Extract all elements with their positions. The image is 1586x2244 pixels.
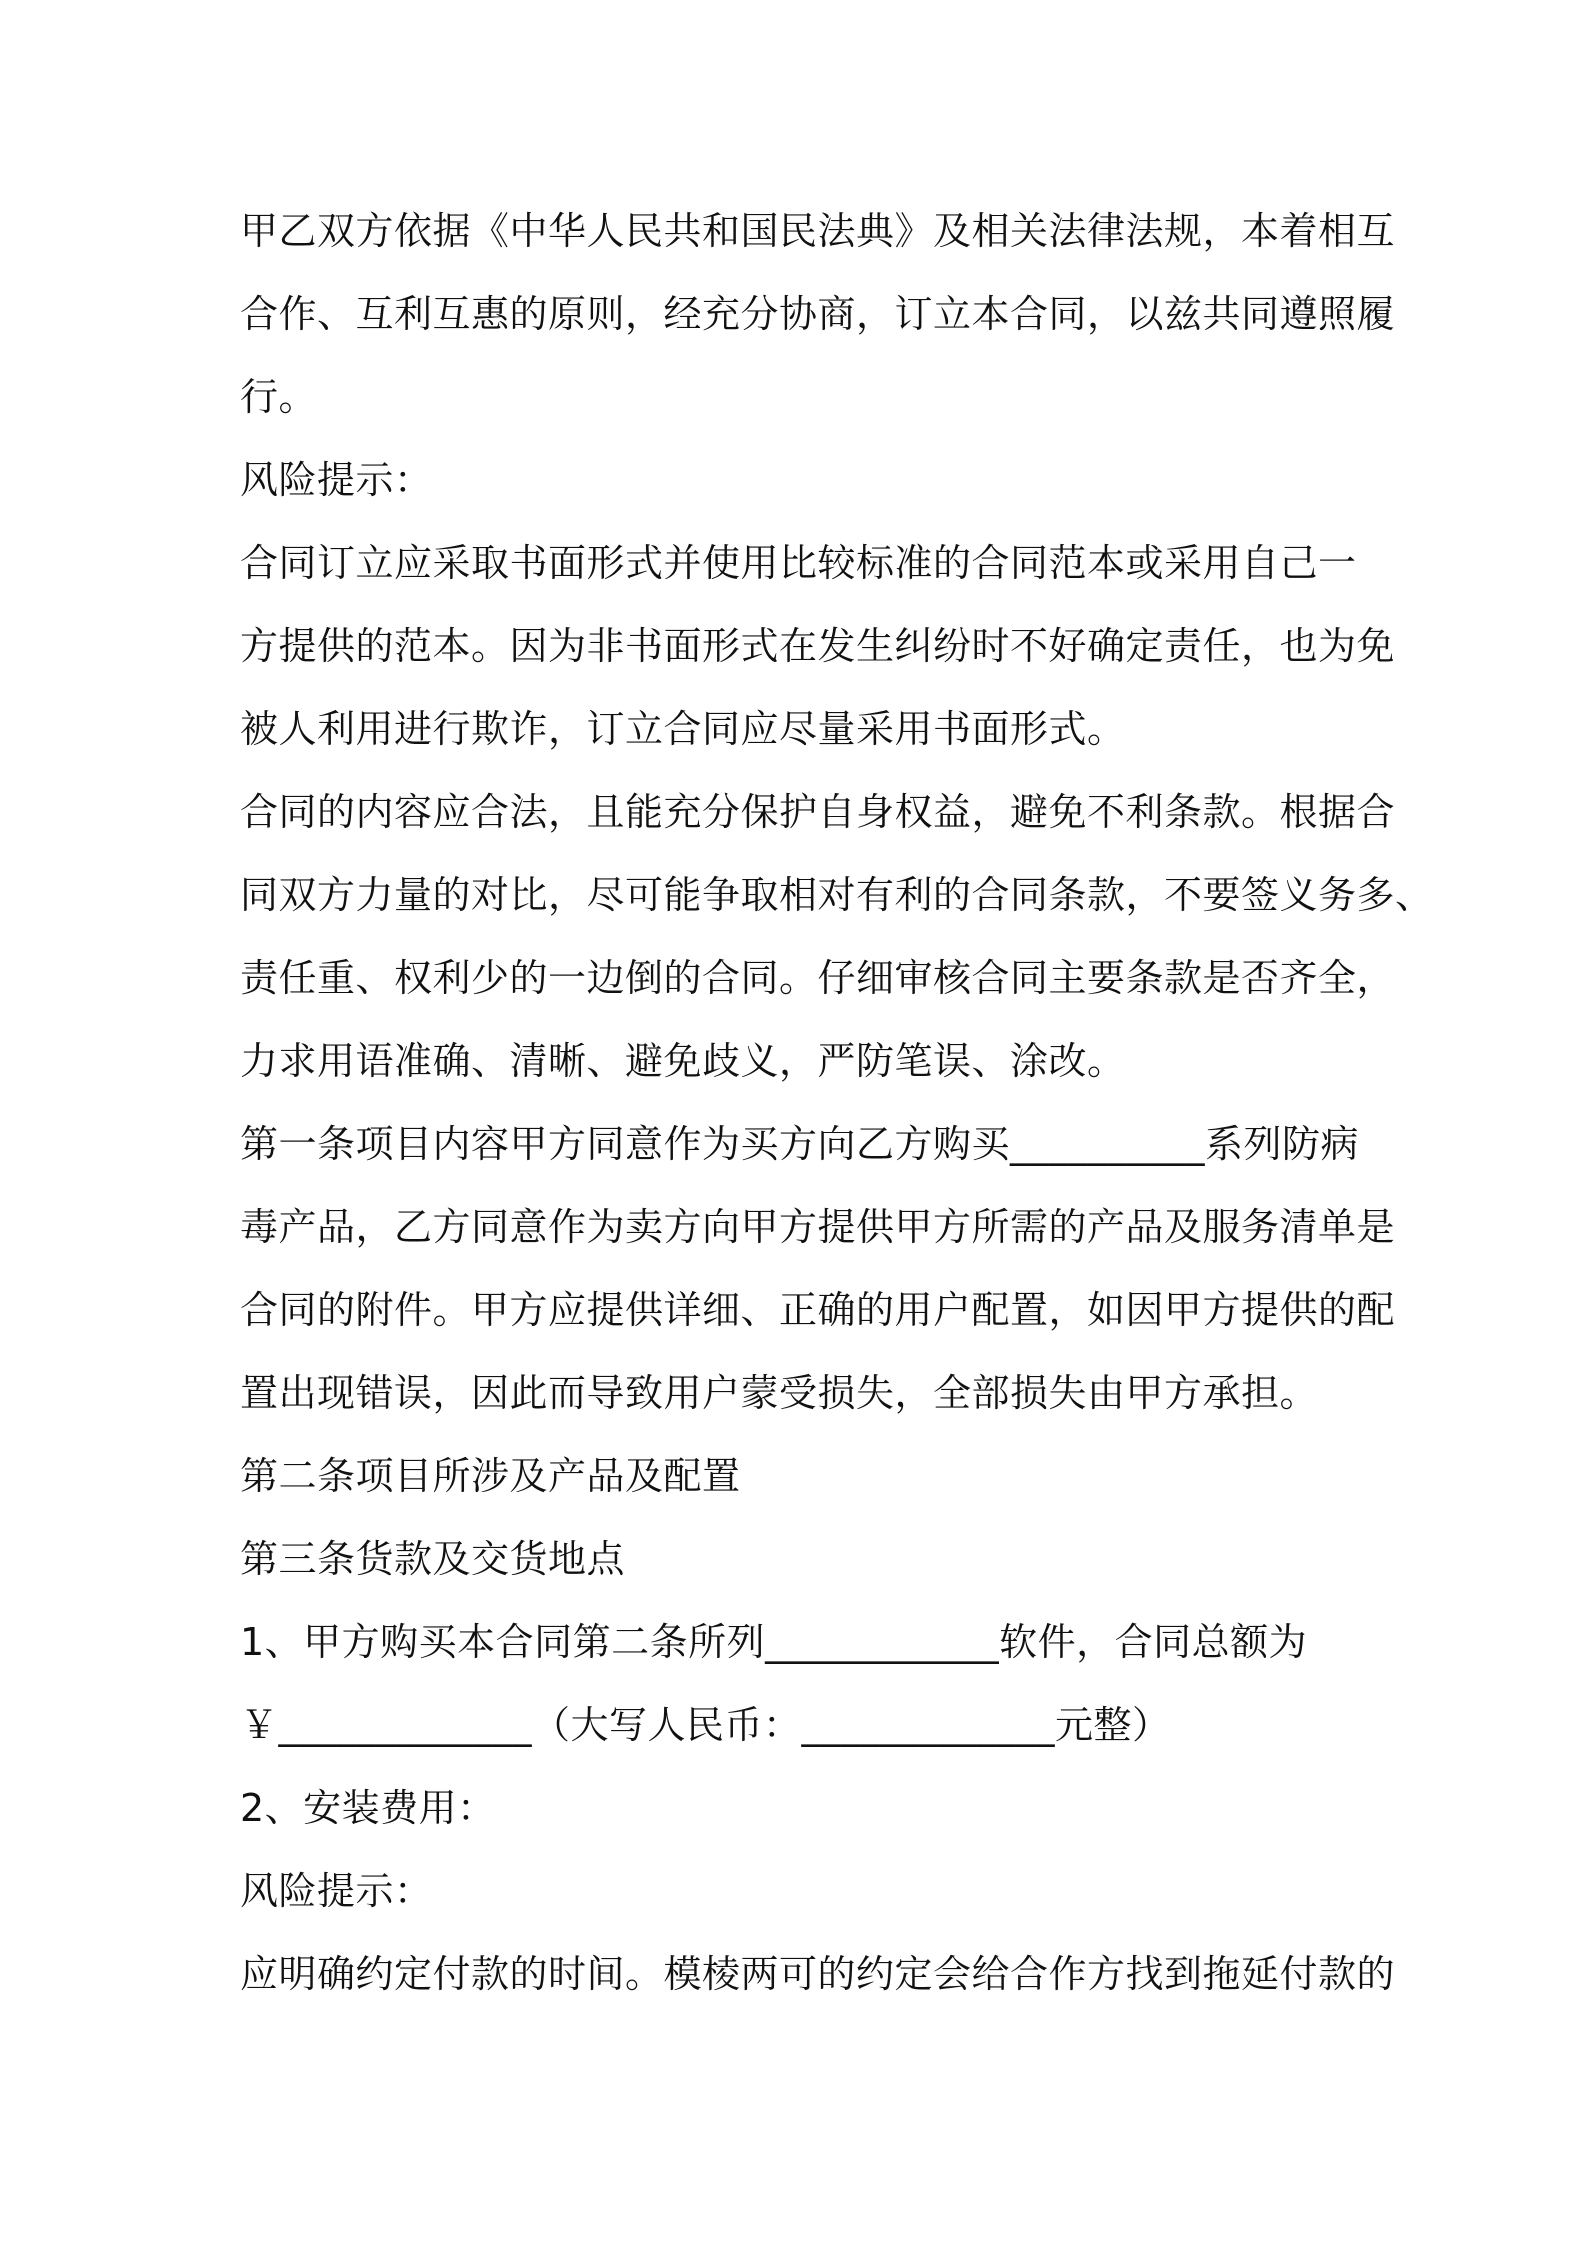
intro-paragraph (240, 190, 1396, 439)
risk-tip-heading-1 (240, 439, 1360, 522)
text-line: 方提供的范本。因为非书面形式在发生纠纷时不好确定责任，也为免 (240, 624, 1396, 668)
text-line: 风险提示： (240, 458, 433, 502)
text-line: 应明确约定付款的时间。模棱两可的约定会给合作方找到拖延付款的 (240, 1952, 1396, 1996)
text-line: 被人利用进行欺诈，订立合同应尽量采用书面形式。 (240, 707, 1126, 751)
risk-tip-paragraph-3 (240, 1933, 1396, 2016)
text-line: 毒产品，乙方同意作为卖方向甲方提供甲方所需的产品及服务清单是 (240, 1205, 1396, 1249)
text-line: 合作、互利互惠的原则，经充分协商，订立本合同，以兹共同遵照履 (240, 292, 1396, 336)
text-line: 合同的内容应合法，且能充分保护自身权益，避免不利条款。根据合 (240, 790, 1396, 834)
text-line: 风险提示： (240, 1869, 433, 1913)
text-line: 2、安装费用： (240, 1786, 496, 1830)
risk-tip-heading-2 (240, 1850, 1360, 1933)
text-line: 合同订立应采取书面形式并使用比较标准的合同范本或采用自己一 (240, 541, 1357, 585)
text-line: 第二条项目所涉及产品及配置 (240, 1454, 741, 1498)
text-line: 第一条项目内容甲方同意作为买方向乙方购买__________系列防病 (240, 1122, 1360, 1166)
article-2-heading (240, 1435, 1360, 1518)
article-3-item-1 (240, 1601, 1360, 1767)
text-line: 1、甲方购买本合同第二条所列____________软件，合同总额为 (240, 1620, 1308, 1664)
text-line: 行。 (240, 375, 318, 419)
article-1-paragraph (240, 1103, 1396, 1435)
article-3-heading (240, 1518, 1360, 1601)
text-line: 置出现错误，因此而导致用户蒙受损失，全部损失由甲方承担。 (240, 1371, 1319, 1415)
text-line: 同双方力量的对比，尽可能争取相对有利的合同条款，不要签义务多、 (240, 873, 1434, 917)
text-line: 第三条货款及交货地点 (240, 1537, 626, 1581)
article-3-item-2 (240, 1767, 1360, 1850)
text-line: 合同的附件。甲方应提供详细、正确的用户配置，如因甲方提供的配 (240, 1288, 1396, 1332)
document-body (240, 190, 1434, 2016)
risk-tip-paragraph-1 (240, 522, 1396, 771)
text-line: 责任重、权利少的一边倒的合同。仔细审核合同主要条款是否齐全， (240, 956, 1396, 1000)
text-line: ￥_____________（大写人民币：_____________元整） (240, 1703, 1171, 1747)
text-line: 甲乙双方依据《中华人民共和国民法典》及相关法律法规，本着相互 (240, 209, 1396, 253)
text-line: 力求用语准确、清晰、避免歧义，严防笔误、涂改。 (240, 1039, 1126, 1083)
risk-tip-paragraph-2 (240, 771, 1434, 1103)
